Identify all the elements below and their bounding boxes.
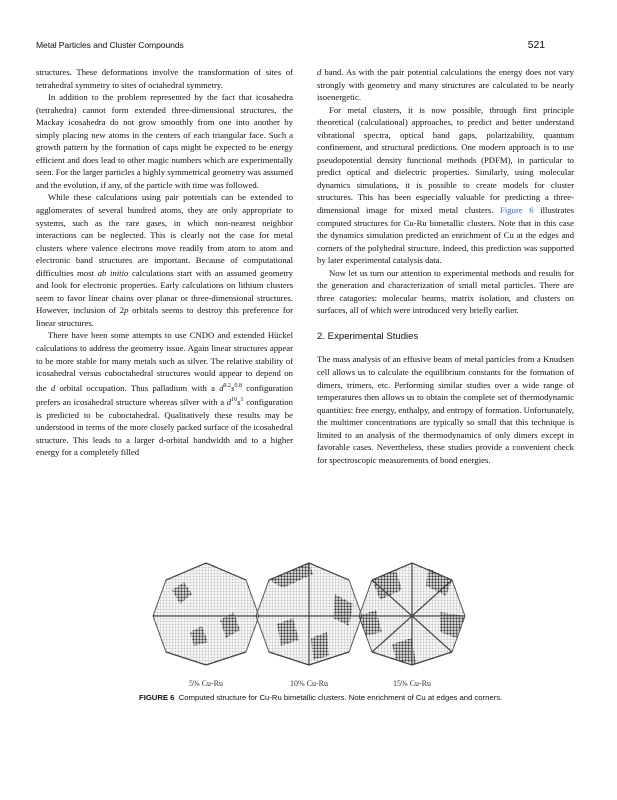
cluster-label: 10% Cu-Ru (290, 679, 328, 688)
page-number: 521 (527, 39, 545, 51)
cluster-label: 15% Cu-Ru (393, 679, 431, 688)
figure-link[interactable]: Figure 6 (500, 205, 534, 216)
cluster-image-10pct (253, 560, 365, 668)
paragraph: In addition to the problem represented by the fact that icosahedra (tetrahedra) cannot form extended three-dimensional structures, the Mackay icosahedra do not grow smoothly from one into another by simply placing new atoms in the centers of each triangular face. Such a growth pattern by the formation of caps might be expected to be energy efficient and does lead to other magic numbers which are experimentally seen. For the larger particles a highly symmetrical geometry was assumed and the evolution, if any, of the particle with time was followed. (36, 92, 293, 190)
paragraph: For metal clusters, it is now possible, through first principle theoretical (calculational) approaches, to predict and better understand vibrational spectra, optical band gaps, polarizability, quantum confinement, and structural predictions. One modern approach is to use pseudopotential density functional methods (PDFM), in particular to predict optical and dielectric properties. Similarly, using molecular dynamics simulations, it is possible to create models for cluster structures. This has been especially valuable for predicting a three-dimensional image for mixed metal clusters. Figure 6 illustrates computed structures for Cu-Ru bimetallic clusters. Note that in this case the dynamics simulation predicted an enrichment of Cu at the edges and corners of the polyhedral structure. Indeed, this prediction was supported by later experimental catalysis data. (317, 104, 574, 266)
section-heading: 2. Experimental Studies (317, 330, 419, 342)
paragraph: Now let us turn our attention to experimental methods and results for the generation and characterization of small metal particles. There are three catagories: molecular beams, matrix isolation, and clusters on surfaces, all of which were introduced very briefly earlier. (317, 267, 574, 316)
running-title: Metal Particles and Cluster Compounds (36, 40, 184, 50)
running-head (36, 40, 545, 54)
left-column (36, 66, 293, 459)
cluster-label: 5% Cu-Ru (189, 679, 223, 688)
paragraph: structures. These deformations involve the transformation of sites of tetrahedral symmetry to sites of octahedral symmetry. (36, 67, 293, 90)
paragraph: While these calculations using pair potentials can be extended to agglomerates of several hundred atoms, they are only appropriate to systems, such as the rare gases, in which non-nearest neighbor interactions can be neglected. This is clearly not the case for metal clusters where valence electrons move readily from atom to atom and electronic band structures are important. Because of computational difficulties most ab initio calculations start with an assumed geometry and look for electronic properties. Early calculations on lithium clusters seem to favor linear chains over planar or three-dimensional structures. However, inclusion of 2p orbitals seems to destroy this preference for linear structures. (36, 192, 293, 328)
caption-number: FIGURE 6 (139, 693, 175, 702)
figure-6 (0, 560, 617, 710)
paragraph: There have been some attempts to use CNDO and extended Hückel calculations to address the geometry issue. Again linear structures appear to be more stable for many metals such as silver. The relative stability of icosahedral versus cuboctahedral structures would appear to depend on the d orbital occupation. Thus palladium with a $d^{9.2}s^{0.8}$ configuration prefers an icosahedral structure whereas silver with a $d^{10}s^1$ configuration is predicted to be cuboctahedral. Qualitatively these results may be understood in terms of the more closely packed surface of the icosahedral structure. This leads to a larger d-orbital bandwidth and to a higher energy for a completely filled (36, 330, 293, 458)
right-column (317, 66, 574, 466)
figure-caption (139, 693, 502, 702)
cluster-image-5pct (150, 560, 262, 668)
paragraph: The mass analysis of an effusive beam of metal particles from a Knudsen cell allows us to calculate the equilibrium constants for the formation of dimers, trimers, etc. Performing similar studies over a wide range of temperatures then allows us to obtain the complete set of thermodynamic quantities: free energy, enthalpy, and entropy of formation. Unfortunately, the multimer concentrations are typically so small that this technique is limited to an analysis of the thermodynamics of only dimers except in favorable cases. Nevertheless, these studies provide a convenient check for spectroscopic measurements of bond energies. (317, 354, 574, 465)
cluster-image-15pct (356, 560, 468, 668)
paragraph: d band. As with the pair potential calculations the energy does not vary strongly with geometry and many structures are calculated to be nearly isoenergetic. (317, 67, 574, 103)
caption-text: Computed structure for Cu-Ru bimetallic clusters. Note enrichment of Cu at edges and corners. (178, 693, 503, 702)
